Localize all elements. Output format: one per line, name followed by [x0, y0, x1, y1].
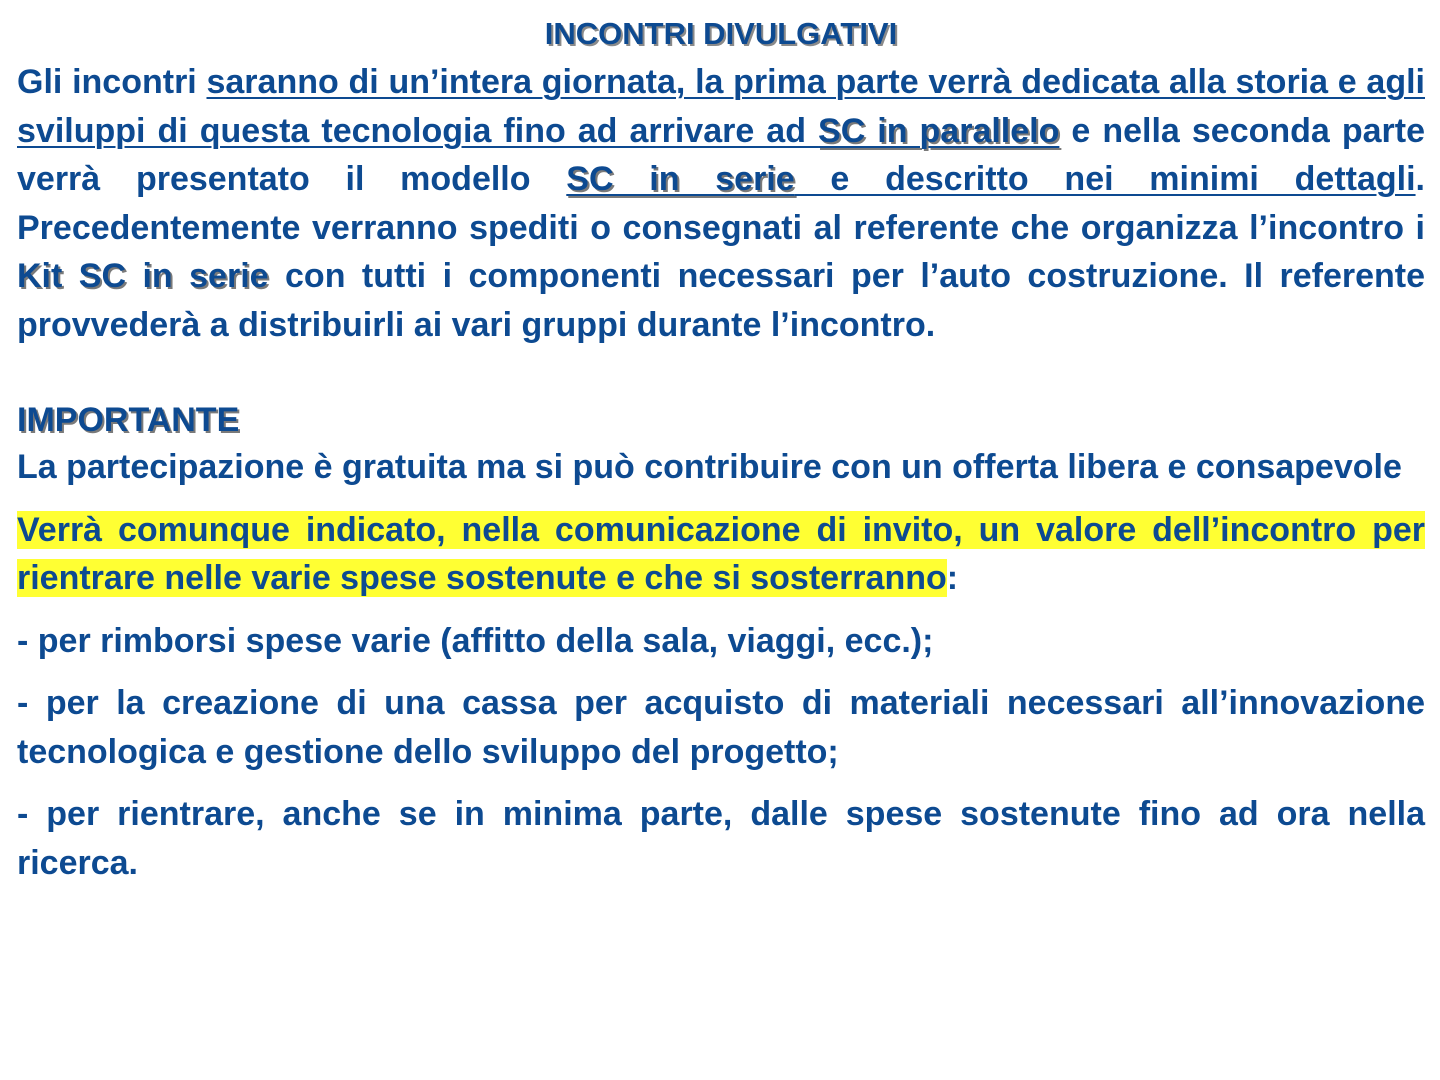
intro-text-1: Gli incontri [17, 63, 207, 101]
intro-paragraph [17, 58, 1425, 349]
slide-title: INCONTRI DIVULGATIVI [544, 16, 898, 51]
intro-underlined-text-2: e descritto nei minimi dettagli [794, 160, 1416, 198]
bullet-item-2: - per la creazione di una cassa per acquisto di materiali necessari all’innovazione tecnologica e gestione dello sviluppo del progetto; [17, 684, 1425, 771]
invite-note [17, 506, 1425, 603]
spacer [17, 349, 1425, 397]
highlighted-note: Verrà comunque indicato, nella comunicazione di invito, un valore dell’incontro per rientrare nelle varie spese sostenute e che si sosterranno [17, 510, 1425, 597]
note-colon: : [946, 559, 959, 597]
bullet-item-3: - per rientrare, anche se in minima parte, dalle spese sostenute fino ad ora nella ricerca. [17, 795, 1425, 882]
bullet-item-1: - per rimborsi spese varie (affitto della sala, viaggi, ecc.); [17, 621, 934, 660]
sc-in-serie-text: SC in serie [566, 160, 795, 198]
slide-content [17, 10, 1425, 887]
intro-text-9: con tutti i componenti necessari per l’auto costruzione. Il referente provvederà a distribuirli ai vari gruppi durante l’incontro. [17, 257, 1426, 344]
important-text: La partecipazione è gratuita ma si può contribuire con un offerta libera e consapevole [17, 448, 1402, 486]
sc-in-parallelo-text: SC in parallelo [818, 111, 1060, 150]
important-heading: IMPORTANTE [17, 401, 240, 439]
intro-text-4: e nella seconda parte verrà presentato il modello [17, 111, 1425, 198]
kit-sc-in-serie-text: Kit SC in serie [17, 257, 269, 295]
intro-underlined-text: saranno di un’intera giornata, la prima parte verrà dedicata alla storia e agli sviluppi di questa tecnologia fino ad arrivare ad [17, 63, 1425, 150]
intro-text-7: . Precedentemente verranno spediti o consegnati al referente che organizza l’incontro i [17, 160, 1425, 247]
